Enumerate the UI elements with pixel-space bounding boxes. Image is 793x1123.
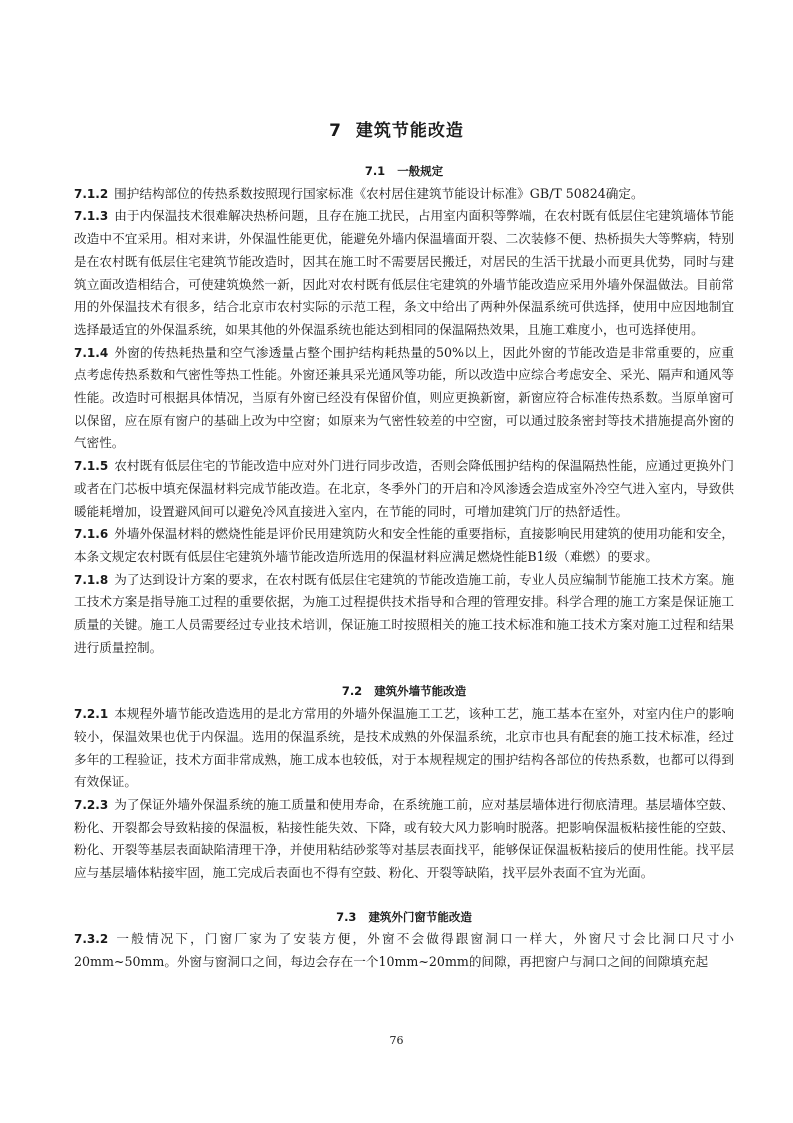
body-content bbox=[74, 160, 734, 974]
clause-number: 7.1.3 bbox=[74, 209, 109, 224]
section-heading bbox=[74, 680, 734, 703]
section-heading bbox=[74, 906, 734, 929]
clause-number: 7.1.8 bbox=[74, 572, 109, 587]
page-number: 76 bbox=[389, 1034, 404, 1047]
clause-text: 农村既有低层住宅的节能改造中应对外门进行同步改造，否则会降低围护结构的保温隔热性能，应通过更换外门或者在门芯板中填充保温材料完成节能改造。在北京，冬季外门的开启和冷风渗透会造成室外冷空气进入室内，导致供暖能耗增加，设置避风间可以避免冷风直接进入室内，在节能的同时，可增加建筑门厅的热舒适性。 bbox=[74, 458, 734, 519]
clause-number: 7.1.5 bbox=[74, 459, 109, 474]
clause-paragraph bbox=[74, 523, 734, 568]
section-title: 建筑外墙节能改造 bbox=[374, 684, 467, 699]
clause-number: 7.1.6 bbox=[74, 527, 109, 542]
clause-text: 为了达到设计方案的要求，在农村既有低层住宅建筑的节能改造施工前，专业人员应编制节能施工技术方案。施工技术方案是指导施工过程的重要依据，为施工过程提供技术指导和合理的管理安排。科学合理的施工方案是保证施工质量的关键。施工人员需要经过专业技术培训，保证施工时按照相关的施工技术标准和施工技术方案对施工过程和结果进行质量控制。 bbox=[74, 571, 734, 655]
section-number: 7.3 bbox=[336, 909, 357, 924]
clause-number: 7.2.3 bbox=[74, 797, 109, 812]
chapter-title-text: 建筑节能改造 bbox=[355, 121, 464, 141]
clause-number: 7.2.1 bbox=[74, 707, 109, 722]
clause-number: 7.1.2 bbox=[74, 186, 109, 201]
clause-paragraph bbox=[74, 205, 734, 341]
clause-number: 7.3.2 bbox=[74, 932, 109, 947]
clause-paragraph bbox=[74, 342, 734, 456]
clause-text: 由于内保温技术很难解决热桥问题，且存在施工扰民，占用室内面积等弊端，在农村既有低层住宅建筑墙体节能改造中不宜采用。相对来讲，外保温性能更优，能避免外墙内保温墙面开裂、二次装修不便、热桥损失大等弊病，特别是在农村既有低层住宅建筑节能改造时，因其在施工时不需要居民搬迁，对居民的生活干扰最小而更具优势，同时与建筑立面改造相结合，可使建筑焕然一新，因此对农村既有低层住宅建筑的外墙节能改造应采用外墙外保温做法。目前常用的外保温技术有很多，结合北京市农村实际的示范工程，条文中给出了两种外保温系统可供选择，使用中应因地制宜选择最适宜的外保温系统，如果其他的外保温系统也能达到相同的保温隔热效果，且施工难度小，也可选择使用。 bbox=[74, 208, 734, 337]
clause-paragraph bbox=[74, 455, 734, 523]
section-title: 一般规定 bbox=[397, 164, 444, 178]
clause-text: 一般情况下，门窗厂家为了安装方便，外窗不会做得跟窗洞口一样大，外窗尺寸会比洞口尺寸小20mm~50mm。外窗与窗洞口之间，每边会存在一个10mm~20mm的间隙，再把窗户与洞口之间的间隙填充起 bbox=[74, 931, 734, 970]
chapter-number: 7 bbox=[329, 121, 342, 141]
section-heading bbox=[74, 160, 734, 183]
section-number: 7.1 bbox=[364, 164, 386, 178]
clause-text: 围护结构部位的传热系数按照现行国家标准《农村居住建筑节能设计标准》GB/T 50824确定。 bbox=[114, 185, 644, 201]
clause-text: 外窗的传热耗热量和空气渗透量占整个围护结构耗热量的50%以上，因此外窗的节能改造是非常重要的，应重点考虑传热系数和气密性等热工性能。外窗还兼具采光通风等功能，所以改造中应综合考虑安全、采光、隔声和通风等性能。改造时可根据具体情况，当原有外窗已经没有保留价值，则应更换新窗，新窗应符合标准传热系数。当原单窗可以保留，应在原有窗户的基础上改为中空窗；如原来为气密性较差的中空窗，可以通过胶条密封等技术措施提高外窗的气密性。 bbox=[74, 344, 734, 451]
clause-text: 本规程外墙节能改造选用的是北方常用的外墙外保温施工工艺，该种工艺，施工基本在室外，对室内住户的影响较小，保温效果也优于内保温。选用的保温系统，是技术成熟的外保温系统，北京市也具有配套的施工技术标准，经过多年的工程验证，技术方面非常成熟，施工成本也较低，对于本规程规定的围护结构各部位的传热系数，也都可以得到有效保证。 bbox=[74, 706, 734, 790]
clause-paragraph bbox=[74, 569, 734, 660]
clause-text: 为了保证外墙外保温系统的施工质量和使用寿命，在系统施工前，应对基层墙体进行彻底清理。基层墙体空鼓、粉化、开裂都会导致粘接的保温板，粘接性能失效、下降，或有较大风力影响时脱落。把影响保温板粘接性能的空鼓、粉化、开裂等基层表面缺陷清理干净，并使用粘结砂浆等对基层表面找平，能够保证保温板粘接后的使用性能。找平层应与基层墙体粘接牢固，施工完成后表面也不得有空鼓、粉化、开裂等缺陷，找平层外表面不宜为光面。 bbox=[74, 796, 734, 881]
clause-paragraph bbox=[74, 928, 734, 973]
clause-paragraph bbox=[74, 703, 734, 794]
clause-number: 7.1.4 bbox=[74, 345, 109, 360]
clause-paragraph bbox=[74, 183, 734, 206]
clause-text: 外墙外保温材料的燃烧性能是评价民用建筑防火和安全性能的重要指标，直接影响民用建筑的使用功能和安全，本条文规定农村既有低层住宅建筑外墙节能改造所选用的保温材料应满足燃烧性能B1级（难燃）的要求。 bbox=[74, 526, 734, 564]
chapter-title bbox=[0, 116, 793, 141]
section-title: 建筑外门窗节能改造 bbox=[368, 909, 472, 924]
clause-paragraph bbox=[74, 794, 734, 885]
section-number: 7.2 bbox=[341, 684, 363, 699]
